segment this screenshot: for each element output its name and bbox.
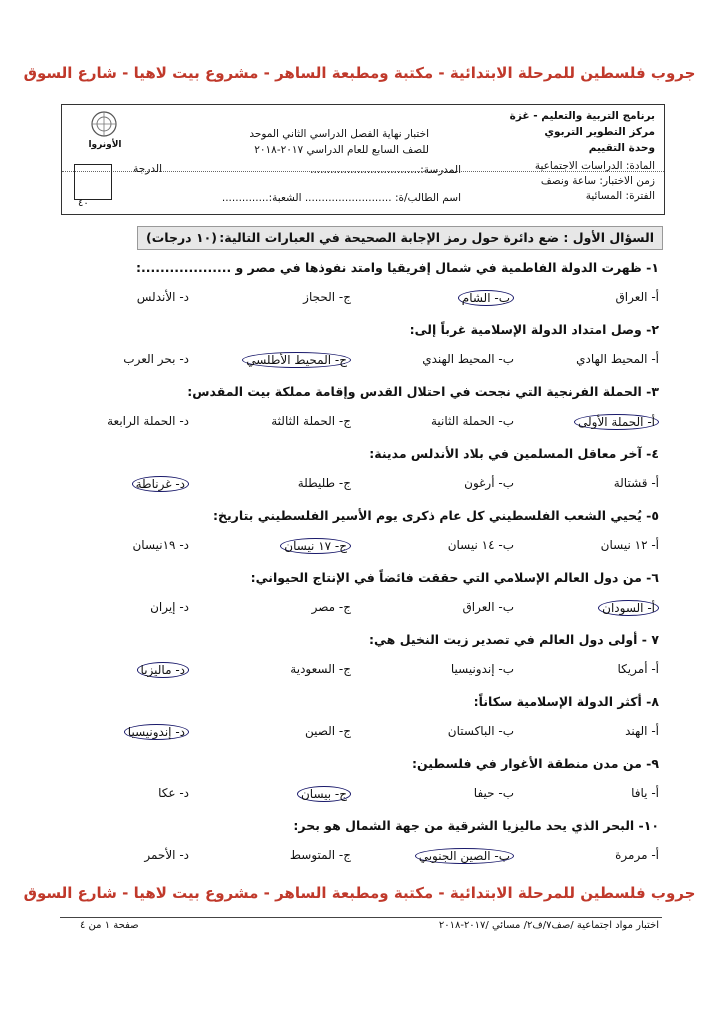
answer-option[interactable] bbox=[448, 724, 514, 738]
answer-option[interactable] bbox=[107, 414, 189, 428]
answer-option[interactable] bbox=[601, 538, 659, 552]
answer-option[interactable] bbox=[576, 352, 659, 366]
question-stem: ٧ - أولى دول العالم في تصدير زيت النخيل هي: bbox=[369, 632, 659, 647]
question-stem: ٥- يُحيي الشعب الفلسطيني كل عام ذكرى يوم الأسير الفلسطيني بتاريخ: bbox=[212, 508, 659, 523]
answer-option[interactable] bbox=[415, 848, 514, 864]
answer-option[interactable] bbox=[474, 786, 514, 800]
answer-option[interactable] bbox=[431, 414, 514, 428]
top-banner: جروب فلسطين للمرحلة الابتدائية - مكتبة ومطبعة الساهر - مشروع بيت لاهيا - شارع السوق bbox=[23, 64, 696, 82]
answer-option[interactable] bbox=[464, 476, 514, 490]
answer-option[interactable] bbox=[290, 848, 351, 862]
footer-divider bbox=[60, 917, 662, 918]
answer-option[interactable] bbox=[614, 476, 659, 490]
answer-label: ب- العراق bbox=[462, 600, 514, 614]
answer-option[interactable] bbox=[458, 290, 514, 306]
answer-option[interactable] bbox=[132, 476, 189, 492]
footer-page-number: صفحة ١ من ٤ bbox=[80, 920, 139, 931]
answer-option[interactable] bbox=[305, 724, 351, 738]
answer-label: ج- الصين bbox=[304, 724, 351, 738]
circled-answer-label: ب- الصين الجنوبي bbox=[415, 848, 514, 864]
answer-label: ج- مصر bbox=[311, 600, 351, 614]
answer-option[interactable] bbox=[150, 600, 189, 614]
exam-title-line-1: اختبار نهاية الفصل الدراسي الثاني الموحد bbox=[249, 128, 429, 140]
period-line: الفترة: المسائية bbox=[585, 190, 655, 202]
answer-label: ج- الحملة الثالثة bbox=[271, 414, 351, 428]
answer-label: ب- أرغون bbox=[464, 476, 514, 490]
student-field: اسم الطالب/ة: .......................... الشعبة:.............. bbox=[221, 192, 461, 204]
answer-option[interactable] bbox=[132, 538, 189, 552]
answer-option[interactable] bbox=[598, 600, 659, 616]
answer-label: أ- المحيط الهادي bbox=[576, 352, 659, 366]
answer-label: د- الحملة الرابعة bbox=[107, 414, 189, 428]
bottom-banner: جروب فلسطين للمرحلة الابتدائية - مكتبة ومطبعة الساهر - مشروع بيت لاهيا - شارع السوق bbox=[23, 884, 696, 902]
answer-option[interactable] bbox=[422, 352, 514, 366]
answer-label: ج- المتوسط bbox=[289, 848, 351, 862]
answer-label: د- بحر العرب bbox=[123, 352, 189, 366]
answer-label: أ- الهند bbox=[625, 724, 659, 738]
answer-label: د- الأندلس bbox=[136, 290, 189, 304]
answer-label: أ- العراق bbox=[615, 290, 659, 304]
answer-option[interactable] bbox=[463, 600, 515, 614]
answer-option[interactable] bbox=[124, 724, 189, 740]
answer-option[interactable] bbox=[618, 662, 659, 676]
answer-option[interactable] bbox=[290, 662, 351, 676]
grade-label: الدرجة bbox=[133, 163, 162, 175]
answer-label: ب- الحملة الثانية bbox=[431, 414, 514, 428]
answer-option[interactable] bbox=[451, 662, 514, 676]
answer-label: أ- يافا bbox=[631, 786, 659, 800]
answer-option[interactable] bbox=[625, 724, 659, 738]
answer-option[interactable] bbox=[448, 538, 514, 552]
question-stem: ١- ظهرت الدولة الفاطمية في شمال إفريقيا وامتد نفوذها في مصر و ...................: bbox=[135, 260, 659, 275]
school-field: المدرسة:................................. bbox=[310, 164, 461, 176]
answer-label: أ- أمريكا bbox=[617, 662, 659, 676]
question-stem: ١٠- البحر الذي يحد ماليزيا الشرقية من جهة الشمال هو بحر: bbox=[293, 818, 659, 833]
circled-answer-label: أ- السودان bbox=[598, 600, 659, 616]
question-stem: ٦- من دول العالم الإسلامي التي حققت فائضاً في الإنتاج الحيواني: bbox=[250, 570, 659, 585]
answer-option[interactable] bbox=[137, 290, 189, 304]
answer-label: ج- طليطلة bbox=[297, 476, 351, 490]
answer-option[interactable] bbox=[144, 848, 189, 862]
header-org-line-2: مركز التطوير التربوي bbox=[544, 126, 655, 138]
circled-answer-label: ج- ١٧ نيسان bbox=[280, 538, 351, 554]
answer-label: ج- الحجاز bbox=[303, 290, 351, 304]
unrwa-logo-icon bbox=[86, 110, 122, 140]
answer-option[interactable] bbox=[312, 600, 351, 614]
answer-label: ب- حيفا bbox=[473, 786, 514, 800]
answer-option[interactable] bbox=[615, 848, 659, 862]
header-org-line-3: وحدة التقييم bbox=[588, 142, 655, 154]
answer-label: د- إيران bbox=[150, 600, 189, 614]
logo-text: الأونروا bbox=[88, 140, 122, 150]
circled-answer-label: د- ماليزيا bbox=[137, 662, 189, 678]
question-stem: ٩- من مدن منطقة الأغوار في فلسطين: bbox=[412, 756, 659, 771]
answer-option[interactable] bbox=[303, 290, 351, 304]
grade-value: ٤٠ bbox=[78, 198, 89, 209]
footer-exam-info: اختبار مواد اجتماعية /صف٧/ف٢/ مسائي /٢٠١٧-٢٠١٨ bbox=[438, 920, 659, 931]
question-header bbox=[137, 226, 663, 250]
header-org-line-1: برنامج التربية والتعليم - غزة bbox=[509, 110, 655, 122]
duration-line: زمن الاختبار: ساعة ونصف bbox=[540, 175, 655, 187]
answer-option[interactable] bbox=[615, 290, 659, 304]
circled-answer-label: ب- الشام bbox=[458, 290, 514, 306]
question-title: السؤال الأول : ضع دائرة حول رمز الإجابة الصحيحة في العبارات التالية: bbox=[219, 230, 654, 245]
answer-label: د- عكا bbox=[158, 786, 189, 800]
answer-option[interactable] bbox=[298, 476, 351, 490]
grade-box bbox=[74, 164, 112, 200]
answer-option[interactable] bbox=[158, 786, 189, 800]
answer-label: أ- ١٢ نيسان bbox=[600, 538, 659, 552]
question-marks: (١٠ درجات) bbox=[146, 230, 217, 245]
circled-answer-label: د- إندونيسيا bbox=[124, 724, 189, 740]
answer-option[interactable] bbox=[137, 662, 189, 678]
answer-option[interactable] bbox=[574, 414, 659, 430]
question-stem: ٤- آخر معاقل المسلمين في بلاد الأندلس مدينة: bbox=[369, 446, 659, 461]
answer-option[interactable] bbox=[631, 786, 659, 800]
exam-title-line-2: للصف السابع للعام الدراسي ٢٠١٧-٢٠١٨ bbox=[254, 144, 429, 156]
answer-option[interactable] bbox=[123, 352, 189, 366]
answer-label: ب- المحيط الهندي bbox=[422, 352, 514, 366]
answer-label: ب- ١٤ نيسان bbox=[447, 538, 514, 552]
question-stem: ٨- أكثر الدولة الإسلامية سكاناً: bbox=[473, 694, 659, 709]
circled-answer-label: د- غرناطة bbox=[132, 476, 189, 492]
answer-label: ب- إندونيسيا bbox=[450, 662, 514, 676]
answer-option[interactable] bbox=[280, 538, 351, 554]
circled-answer-label: ج- المحيط الأطلسي bbox=[242, 352, 351, 368]
answer-option[interactable] bbox=[271, 414, 351, 428]
answer-label: أ- قشتالة bbox=[613, 476, 659, 490]
answer-option[interactable] bbox=[297, 786, 351, 802]
question-stem: ٣- الحملة الفرنجية التي نجحت في احتلال القدس وإقامة مملكة بيت المقدس: bbox=[187, 384, 659, 399]
answer-label: د- الأحمر bbox=[144, 848, 189, 862]
answer-label: ب- الباكستان bbox=[447, 724, 514, 738]
answer-label: ج- السعودية bbox=[290, 662, 351, 676]
answer-label: د- ١٩نيسان bbox=[132, 538, 189, 552]
circled-answer-label: أ- الحملة الأولى bbox=[574, 414, 659, 430]
subject-line: المادة: الدراسات الاجتماعية bbox=[534, 160, 655, 172]
answer-option[interactable] bbox=[242, 352, 351, 368]
question-stem: ٢- وصل امتداد الدولة الإسلامية غرباً إلى: bbox=[409, 322, 659, 337]
circled-answer-label: ج- بيسان bbox=[297, 786, 351, 802]
answer-label: أ- مرمرة bbox=[615, 848, 659, 862]
